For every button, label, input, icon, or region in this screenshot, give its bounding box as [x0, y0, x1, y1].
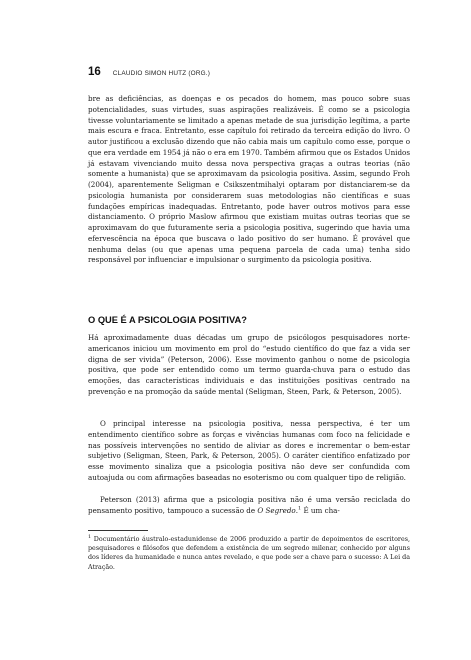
body-paragraph: bre as deficiências, as doenças e os pecados do homem, mas pouco sobre suas potencialidades, suas virtudes, suas aspirações realizáveis. É como se a psicologia tivesse voluntariamente se limitado a apenas metade de sua jurisdição legítima, a parte mais escura e fraca. Entretanto, esse capítulo foi retirado da terceira edição do livro. O autor justificou a exclusão dizendo que não cabia mais um capítulo como esse, porque o que era verdade em 1954 já não o era em 1970. Também afirmou que os Estados Unidos já estavam vivenciando muito dessa nova perspectiva graças a outras teorias (não somente a humanista) que se aproximavam da psicologia positiva. Assim, segundo Froh (2004), aparentemente Seligman e Csikszentmihalyi optaram por distanciarem-se da psicologia humanista por considerarem suas metodologias não científicas e suas fundações empíricas inadequadas. Entretanto, pode haver outros motivos para esse distanciamento. O próprio Maslow afirmou que existiam muitas outras teorias que se aproximavam do que futuramente seria a psicologia positiva, sugerindo que havia uma efervescência na época que buscava o lado positivo do ser humano. É provável que nenhuma delas (ou que apenas uma pequena parcela de cada uma) tenha sido responsável por influenciar e impulsionar o surgimento da psicologia positiva. [88, 94, 410, 265]
footnote-marker: 1 [88, 533, 92, 540]
paragraph-text: É um cha- [301, 505, 340, 515]
footnote-reference: 1 [297, 505, 302, 512]
running-head: CLAUDIO SIMON HUTZ (ORG.) [112, 70, 211, 77]
section-heading: O QUE É A PSICOLOGIA POSITIVA? [88, 315, 247, 325]
paragraph-text: Peterson (2013) afirma que a psicologia positiva não é uma versão reciclada do pensamento positivo, tampouco a sucessão de [88, 495, 410, 515]
book-title: O Segredo [257, 505, 296, 515]
footnote-divider [88, 530, 148, 531]
page-header [88, 66, 210, 78]
footnote-text: Documentário áustralo-estadunidense de 2006 produzido a partir de depoimentos de escritores, pesquisadores e filósofos que defendem a existência de um segredo milenar, conhecido por alguns dos líderes da humanidade e nunca antes revelado, e que pode ser a chave para o sucesso: A Lei da Atração. [88, 536, 410, 571]
body-paragraph: O principal interesse na psicologia positiva, nessa perspectiva, é ter um entendimento científico sobre as forças e vivências humanas com foco na felicidade e nas possíveis intervenções no sentido de aliviar as dores e incrementar o bem-estar subjetivo (Seligman, Steen, Park, & Peterson, 2005). O caráter científico enfatizado por esse movimento sinaliza que a psicologia positiva não deve ser confundida com autoajuda ou com afirmações baseadas no esoterismo ou com qualquer tipo de religião. [88, 419, 410, 482]
body-paragraph: Há aproximadamente duas décadas um grupo de psicólogos pesquisadores norte-americanos iniciou um movimento em prol do “estudo científico do que faz a vida ser digna de ser vivida” (Peterson, 2006). Esse movimento ganhou o nome de psicologia positiva, que pode ser entendido como um termo guarda-chuva para o estudo das emoções, das características individuais e das instituições positivas centrado na prevenção e na promoção da saúde mental (Seligman, Steen, Park, & Peterson, 2005). [88, 333, 410, 396]
footnote [88, 535, 410, 572]
body-paragraph: Peterson (2013) afirma que a psicologia positiva não é uma versão reciclada do pensamento positivo, tampouco a sucessão de O Segredo.$^1$ É um cha- [88, 495, 410, 515]
page-number: 16 [88, 66, 101, 78]
